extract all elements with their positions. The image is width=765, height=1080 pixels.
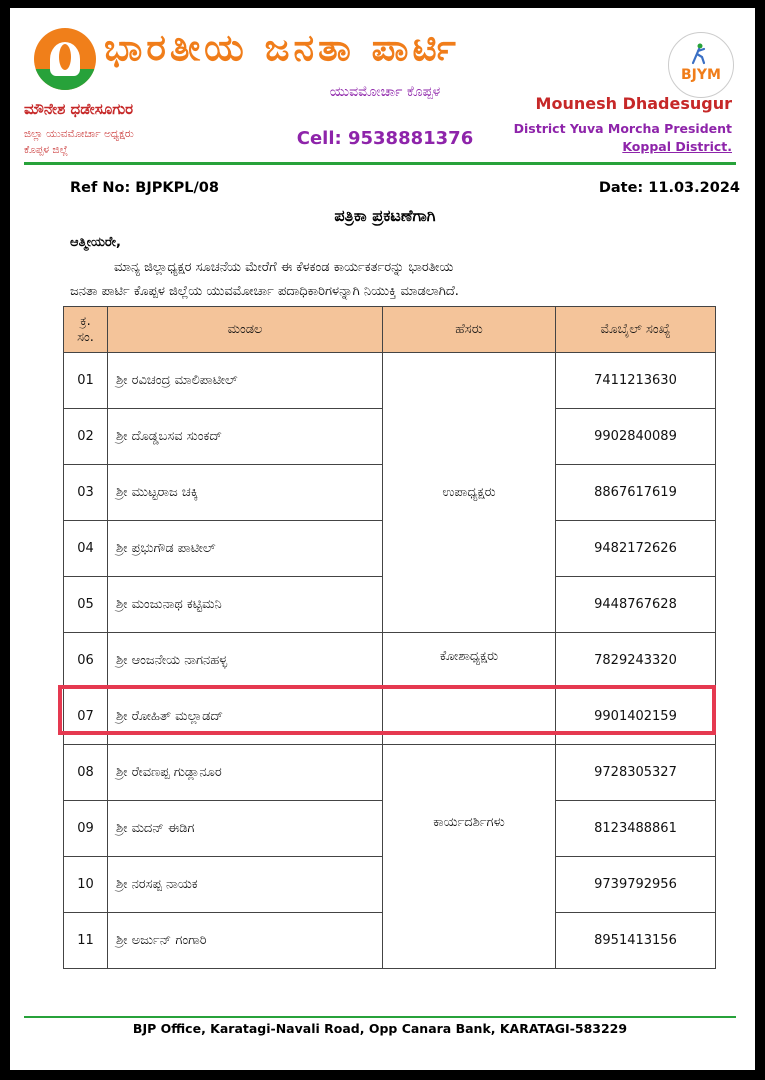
press-release-title: ಪತ್ರಿಕಾ ಪ್ರಕಟಣೆಗಾಗಿ: [334, 206, 436, 225]
table-row: [64, 633, 716, 689]
row-phone: 8867617619: [556, 465, 716, 521]
row-phone: 8951413156: [556, 913, 716, 969]
row-phone: 8123488861: [556, 801, 716, 857]
header-divider: [24, 162, 736, 165]
header-mobile: ಮೊಬೈಲ್ ಸಂಖ್ಯೆ: [556, 307, 716, 353]
row-name: ಶ್ರೀ ರವಿಚಂದ್ರ ಮಾಲಿಪಾಟೀಲ್: [108, 353, 383, 409]
role-vice-president: ಉಪಾಧ್ಯಕ್ಷರು: [383, 353, 556, 633]
row-phone: 9902840089: [556, 409, 716, 465]
designation-english-line1: District Yuva Morcha President: [513, 121, 732, 136]
header-mandala: ಮಂಡಲ: [108, 307, 383, 353]
header-designation: ಹೆಸರು: [383, 307, 556, 353]
table-row: [64, 745, 716, 801]
row-serial: 02: [64, 409, 108, 465]
row-phone: 9482172626: [556, 521, 716, 577]
row-name: ಶ್ರೀ ಆಂಜನೇಯ ನಾಗನಹಳ್ಳ: [108, 633, 383, 689]
president-name-kannada: ಮೌನೇಶ ಧಡೇಸೂಗುರ: [24, 100, 134, 118]
role-secretaries: ಕಾರ್ಯದರ್ಶಿಗಳು: [383, 745, 556, 969]
designation-kannada-line1: ಜಿಲ್ಲಾ ಯುವಮೋರ್ಚಾ ಅಧ್ಯಕ್ಷರು: [24, 128, 134, 140]
party-title: ಭಾರತೀಯ ಜನತಾ ಪಾರ್ಟಿ: [104, 26, 460, 69]
table-header-row: [64, 307, 716, 353]
letter-date: Date: 11.03.2024: [598, 180, 740, 196]
row-serial: 08: [64, 745, 108, 801]
row-07-highlight-box: [58, 685, 716, 735]
row-serial: 05: [64, 577, 108, 633]
row-phone: 9901402159: [556, 689, 716, 745]
bjym-logo-icon: [668, 32, 734, 98]
row-phone: 7411213630: [556, 353, 716, 409]
wing-name-kannada: ಯುವಮೋರ್ಚಾ ಕೊಪ್ಪಳ: [329, 84, 441, 100]
row-name: ಶ್ರೀ ನರಸಪ್ಪ ನಾಯಕ: [108, 857, 383, 913]
row-name: ಶ್ರೀ ಅರ್ಜುನ್ ಗಂಗಾರಿ: [108, 913, 383, 969]
row-serial: 11: [64, 913, 108, 969]
row-name: ಶ್ರೀ ಮುಟ್ಟರಾಜ ಚಕ್ಕಿ: [108, 465, 383, 521]
role-treasurer: ಕೋಶಾಧ್ಯಕ್ಷರು: [383, 633, 556, 745]
president-designation-kannada: [24, 126, 134, 158]
header-serial-line2: ಸಂ.: [77, 329, 94, 345]
footer-divider: [24, 1016, 736, 1018]
bjym-logo-text: BJYM: [681, 67, 721, 83]
row-name: ಶ್ರೀ ಮದನ್ ಈಡಿಗ: [108, 801, 383, 857]
row-serial: 01: [64, 353, 108, 409]
president-designation-english: [450, 120, 732, 156]
row-phone: 9448767628: [556, 577, 716, 633]
row-serial: 10: [64, 857, 108, 913]
row-serial: 06: [64, 633, 108, 689]
body-line-2: ಜನತಾ ಪಾರ್ಟಿ ಕೊಪ್ಪಳ ಜಿಲ್ಲೆಯ ಯುವಮೋರ್ಚಾ ಪದಾಧಿಕಾರಿಗಳನ್ನಾಗಿ ನಿಯುಕ್ತಿ ಮಾಡಲಾಗಿದೆ.: [70, 284, 459, 299]
row-phone: 9739792956: [556, 857, 716, 913]
office-address: BJP Office, Karatagi-Navali Road, Opp Canara Bank, KARATAGI-583229: [132, 1021, 628, 1036]
bjp-lotus-logo-icon: [34, 28, 96, 90]
letterhead-page: [10, 8, 755, 1070]
designation-english-line2: Koppal District.: [622, 139, 732, 154]
runner-icon: [691, 43, 707, 65]
row-serial: 07: [64, 689, 108, 745]
salutation: ಆತ್ಮೀಯರೇ,: [70, 235, 121, 250]
president-name-english: Mounesh Dhadesugur: [535, 94, 732, 113]
row-name: ಶ್ರೀ ದೊಡ್ಡಬಸವ ಸುಂಕದ್: [108, 409, 383, 465]
row-serial: 03: [64, 465, 108, 521]
cell-number: Cell: 9538881376: [296, 128, 474, 149]
row-name: ಶ್ರೀ ಪ್ರಭುಗೌಡ ಪಾಟೀಲ್: [108, 521, 383, 577]
row-phone: 7829243320: [556, 633, 716, 689]
appointees-table: [63, 306, 716, 969]
row-serial: 04: [64, 521, 108, 577]
row-serial: 09: [64, 801, 108, 857]
designation-kannada-line2: ಕೊಪ್ಪಳ ಜಿಲ್ಲೆ: [24, 144, 68, 156]
body-line-1: ಮಾನ್ಯ ಜಿಲ್ಲಾಧ್ಯಕ್ಷರ ಸೂಚನೆಯ ಮೇರೆಗೆ ಈ ಕೆಳಕಂಡ ಕಾರ್ಯಕರ್ತರನ್ನು ಭಾರತೀಯ: [114, 260, 454, 275]
table-row: [64, 353, 716, 409]
reference-number: Ref No: BJPKPL/08: [70, 180, 219, 196]
row-name: ಶ್ರೀ ಮಂಜುನಾಥ ಕಟ್ಟಿಮನಿ: [108, 577, 383, 633]
row-phone: 9728305327: [556, 745, 716, 801]
row-name: ಶ್ರೀ ರೋಹಿತ್ ಮಲ್ಲಾಡದ್: [108, 689, 383, 745]
header-serial: [64, 307, 108, 353]
row-name: ಶ್ರೀ ರೇವಣಪ್ಪ ಗುಡ್ಲಾನೂರ: [108, 745, 383, 801]
header-serial-line1: ಕ್ರ.: [80, 313, 91, 329]
